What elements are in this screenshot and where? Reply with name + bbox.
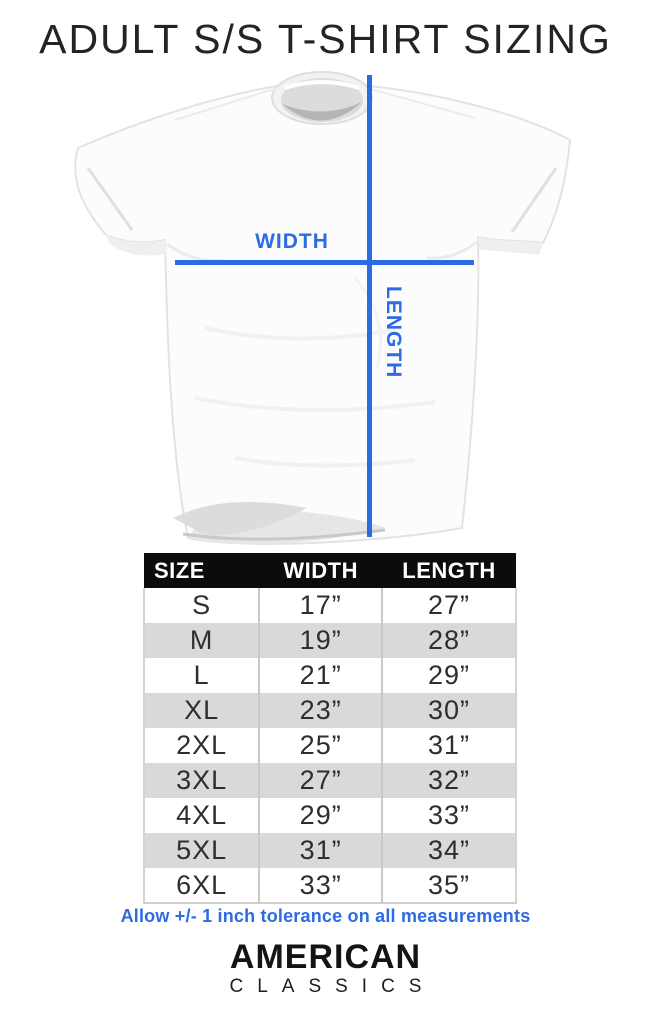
table-row	[144, 588, 516, 623]
length-cell: 29”	[382, 658, 516, 693]
tshirt-image	[55, 68, 595, 553]
length-cell: 33”	[382, 798, 516, 833]
brand-logo	[0, 940, 651, 996]
table-row	[144, 623, 516, 658]
width-cell: 29”	[259, 798, 382, 833]
size-cell: 2XL	[176, 730, 228, 760]
length-cell: 35”	[382, 868, 516, 903]
width-cell: 23”	[259, 693, 382, 728]
width-cell: 27”	[259, 763, 382, 798]
width-cell: 17”	[259, 588, 382, 623]
size-cell: XL	[144, 693, 259, 728]
header-row	[144, 553, 516, 588]
page-title: ADULT S/S T-SHIRT SIZING	[39, 16, 612, 62]
width-cell: 21”	[259, 658, 382, 693]
size-cell: 6XL	[176, 869, 228, 900]
size-table-header	[144, 553, 516, 588]
size-table-body	[144, 588, 516, 903]
table-row	[144, 798, 516, 833]
width-cell: 33”	[259, 868, 382, 903]
length-label: LENGTH	[382, 286, 405, 379]
header-length: LENGTH	[382, 553, 516, 588]
size-cell: L	[193, 660, 210, 690]
length-cell: 28”	[382, 623, 516, 658]
brand-name: AMERICAN	[229, 938, 422, 976]
brand-subname: CLASSICS	[229, 976, 436, 997]
length-cell: 31”	[382, 728, 516, 763]
size-cell: M	[144, 623, 259, 658]
table-row	[144, 693, 516, 728]
length-measure-line	[367, 75, 372, 537]
tolerance-note: Allow +/- 1 inch tolerance on all measurements	[120, 906, 531, 926]
width-measure-line	[175, 260, 474, 265]
size-table	[143, 553, 517, 904]
length-cell: 30”	[382, 693, 516, 728]
width-cell: 31”	[259, 833, 382, 868]
width-cell: 19”	[259, 623, 382, 658]
length-cell: 34”	[382, 833, 516, 868]
size-cell: 3XL	[144, 763, 259, 798]
width-label: WIDTH	[255, 230, 329, 253]
width-cell: 25”	[259, 728, 382, 763]
table-row	[144, 728, 516, 763]
size-cell: S	[192, 590, 212, 620]
size-cell: 5XL	[144, 833, 259, 868]
table-row	[144, 658, 516, 693]
table-row	[144, 833, 516, 868]
table-row	[144, 868, 516, 903]
header-width: WIDTH	[259, 553, 382, 588]
size-cell: 4XL	[176, 800, 228, 830]
length-cell: 32”	[382, 763, 516, 798]
length-cell: 27”	[382, 588, 516, 623]
shirt-diagram	[55, 68, 595, 553]
header-size: SIZE	[144, 553, 259, 588]
table-row	[144, 763, 516, 798]
